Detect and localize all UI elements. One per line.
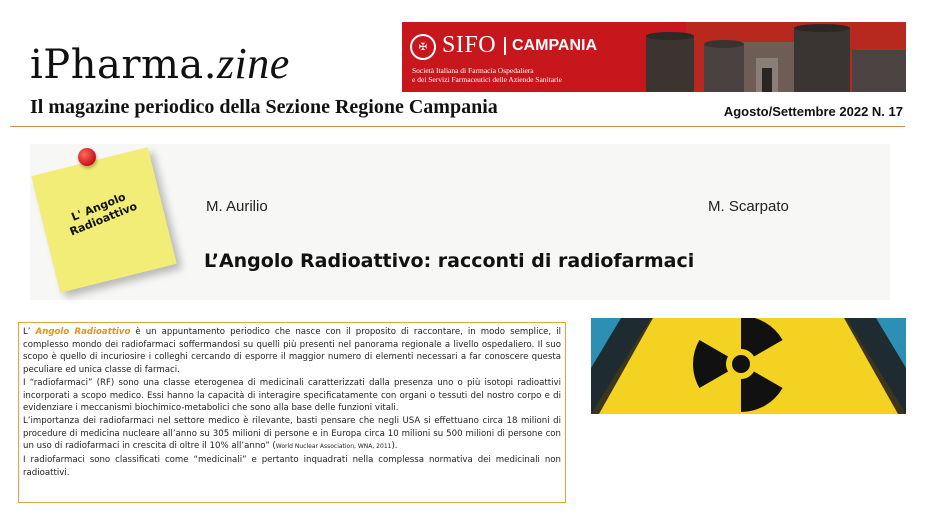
logo-main-text: iPharma. — [30, 42, 217, 88]
sifo-name: SIFO — [442, 32, 497, 58]
magazine-subtitle: Il magazine periodico della Sezione Regione Campania — [30, 96, 498, 118]
paragraph-intro — [23, 326, 561, 377]
sifo-seal-icon: ✠ — [410, 34, 436, 60]
author-aurilio: M. Aurilio — [206, 198, 268, 215]
castle-photo — [616, 22, 906, 92]
article-title: L’Angolo Radioattivo: racconti di radiofarmaci — [204, 250, 695, 272]
pushpin-icon — [78, 148, 96, 166]
sifo-campania-banner — [402, 22, 906, 92]
author-scarpato: M. Scarpato — [708, 198, 789, 215]
importance-end: ). — [391, 441, 398, 452]
sifo-region: CAMPANIA — [504, 37, 597, 55]
importance-text: L’importanza dei radiofarmaci nel settore medico è rilevante, basti pensare che negli USA si effettuano circa 18 milioni di procedure di medicina nucleare all’anno su 305 milioni di persone e in Europa circa 10 milioni su 500 milioni di persone con un uso di radiofarmaci in crescita di oltre il 10% all’anno” ( — [23, 415, 561, 452]
sifo-subline — [412, 66, 612, 84]
logo-script-text: zine — [216, 39, 290, 88]
magazine-logo — [30, 38, 290, 89]
paragraph-definition: I “radiofarmaci” (RF) sono una classe eterogenea di medicinali caratterizzati dalla presenza uno o più isotopi radioattivi incorporati a scopo medico. Essi hanno la capacità di interagire specificatamente con organi o tessuti del nostro corpo e di evidenziare i meccanismi biochimico-metabolici che sono alla base delle funzioni vitali. — [23, 377, 561, 414]
issue-date: Agosto/Settembre 2022 N. 17 — [723, 104, 903, 119]
paragraph-importance — [23, 415, 561, 454]
radiation-trefoil-icon — [591, 318, 906, 414]
source-citation: World Nuclear Association, WNA, 2011 — [275, 443, 392, 451]
header-divider — [10, 126, 905, 127]
angolo-radioattivo-highlight: Angolo Radioattivo — [35, 327, 131, 337]
radiation-hazard-photo — [591, 318, 906, 414]
sifo-subline-1: Società Italiana di Farmacia Ospedaliera — [412, 66, 534, 75]
paragraph-classification: I radiofarmaci sono classificati come “medicinali” e pertanto inquadrati nella complessa normativa dei medicinali non radioattivi. — [23, 455, 561, 478]
intro-prefix: L’ — [23, 327, 36, 337]
sifo-subline-2: e dei Servizi Farmaceutici delle Aziende Sanitarie — [412, 75, 562, 84]
sticky-note-label: L' Angolo Radioattivo — [67, 190, 140, 239]
intro-text: è un appuntamento periodico che nasce con il proposito di raccontare, in modo semplice, il complesso mondo dei radiofarmaci soffermandosi su quelli più presenti nel panorama regionale a livello ospedaliero. Il suo scopo è quello di incuriosire i colleghi cercando di esporre il maggior numero di elementi necessari a far conoscere questa peculiare ed unica classe di farmaci. — [23, 327, 561, 376]
article-body — [18, 322, 566, 503]
